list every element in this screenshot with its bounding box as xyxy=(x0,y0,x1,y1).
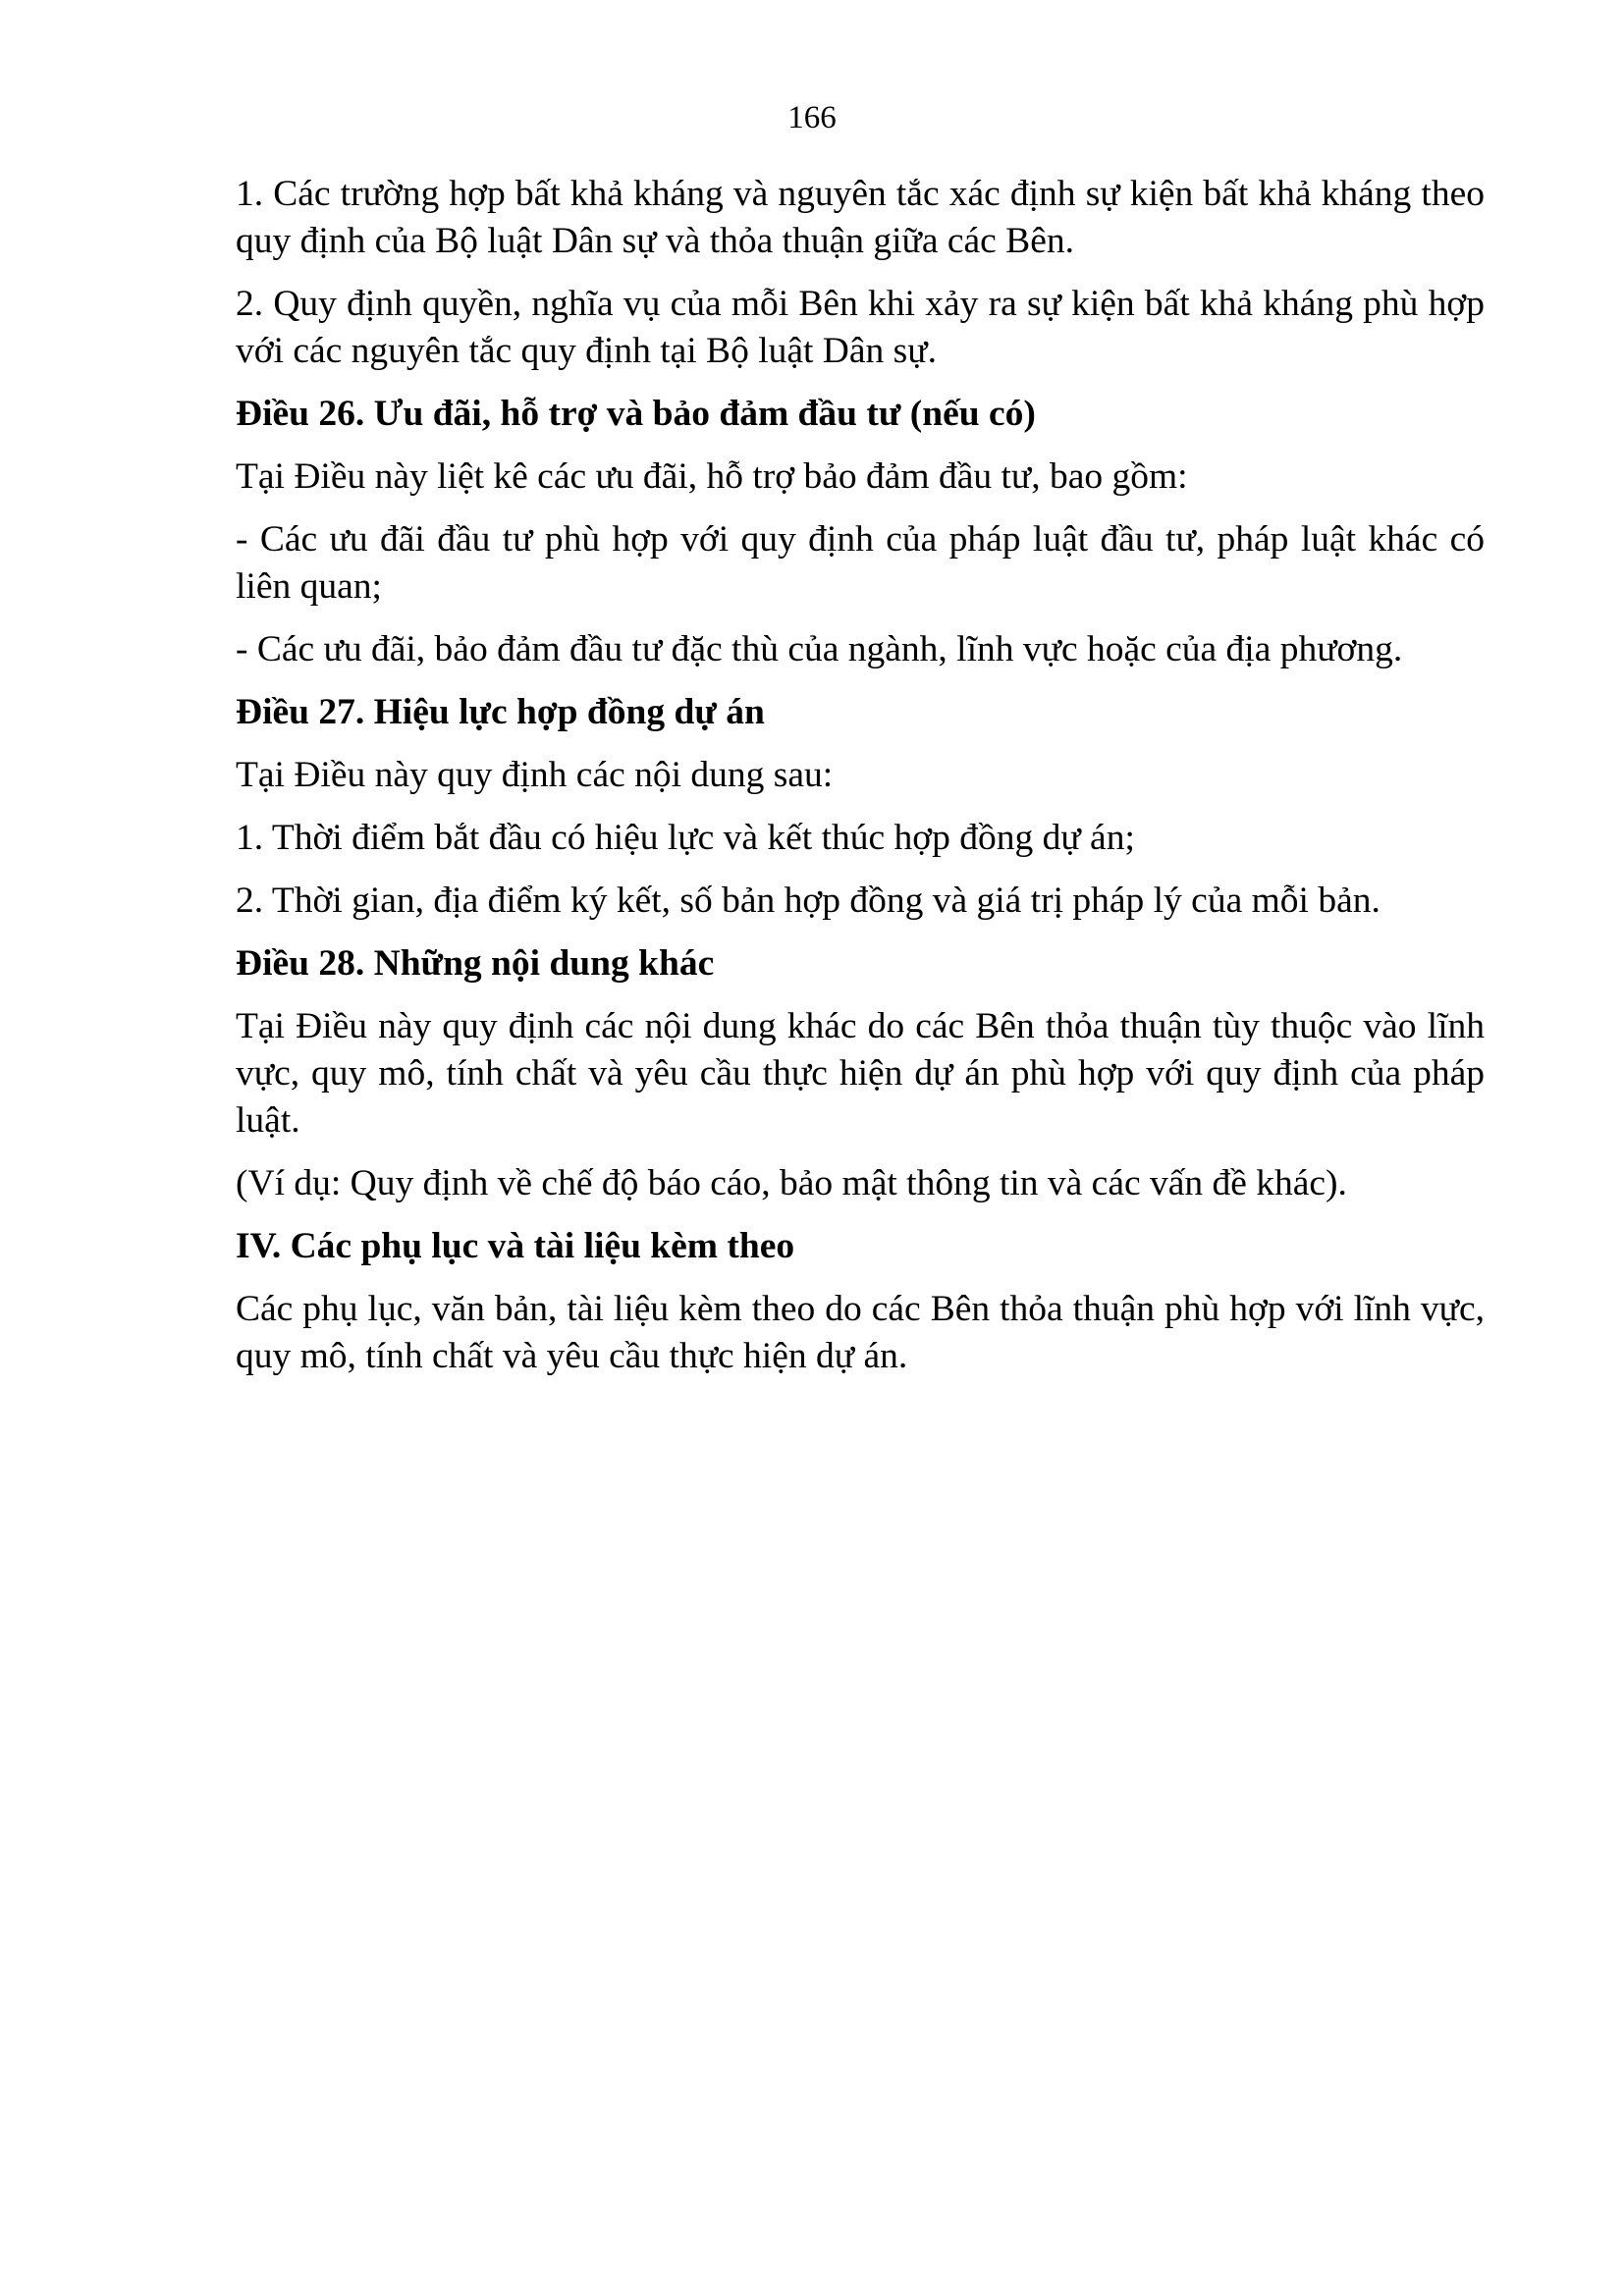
article-26-item-1: - Các ưu đãi đầu tư phù hợp với quy định của pháp luật đầu tư, pháp luật khác có liên quan; xyxy=(236,519,1485,607)
article-27-intro: Tại Điều này quy định các nội dung sau: xyxy=(236,755,834,795)
article-26-intro: Tại Điều này liệt kê các ưu đãi, hỗ trợ bảo đảm đầu tư, bao gồm: xyxy=(236,456,1188,497)
article-28-body: Tại Điều này quy định các nội dung khác do các Bên thỏa thuận tùy thuộc vào lĩnh vực, quy mô, tính chất và yêu cầu thực hiện dự án phù hợp với quy định của pháp luật. xyxy=(236,1006,1485,1141)
article-28-example: (Ví dụ: Quy định về chế độ báo cáo, bảo mật thông tin và các vấn đề khác). xyxy=(236,1163,1347,1203)
article-27-heading: Điều 27. Hiệu lực hợp đồng dự án xyxy=(236,692,765,732)
clause-force-majeure-rights: 2. Quy định quyền, nghĩa vụ của mỗi Bên khi xảy ra sự kiện bất khả kháng phù hợp với các nguyên tắc quy định tại Bộ luật Dân sự. xyxy=(236,284,1485,371)
article-27-item-1: 1. Thời điểm bắt đầu có hiệu lực và kết thúc hợp đồng dự án; xyxy=(236,818,1135,858)
document-body xyxy=(236,171,1485,1396)
article-26-item-2: - Các ưu đãi, bảo đảm đầu tư đặc thù của ngành, lĩnh vực hoặc của địa phương. xyxy=(236,629,1403,669)
article-27-item-2: 2. Thời gian, địa điểm ký kết, số bản hợp đồng và giá trị pháp lý của mỗi bản. xyxy=(236,881,1380,921)
section-iv-heading: IV. Các phụ lục và tài liệu kèm theo xyxy=(236,1226,795,1266)
article-26-heading: Điều 26. Ưu đãi, hỗ trợ và bảo đảm đầu tư (nếu có) xyxy=(236,394,1036,434)
page-number: 166 xyxy=(787,100,837,135)
section-iv-body: Các phụ lục, văn bản, tài liệu kèm theo do các Bên thỏa thuận phù hợp với lĩnh vực, quy mô, tính chất và yêu cầu thực hiện dự án. xyxy=(236,1289,1485,1376)
article-28-heading: Điều 28. Những nội dung khác xyxy=(236,943,715,984)
clause-force-majeure-cases: 1. Các trường hợp bất khả kháng và nguyên tắc xác định sự kiện bất khả kháng theo quy định của Bộ luật Dân sự và thỏa thuận giữa các Bên. xyxy=(236,174,1485,261)
